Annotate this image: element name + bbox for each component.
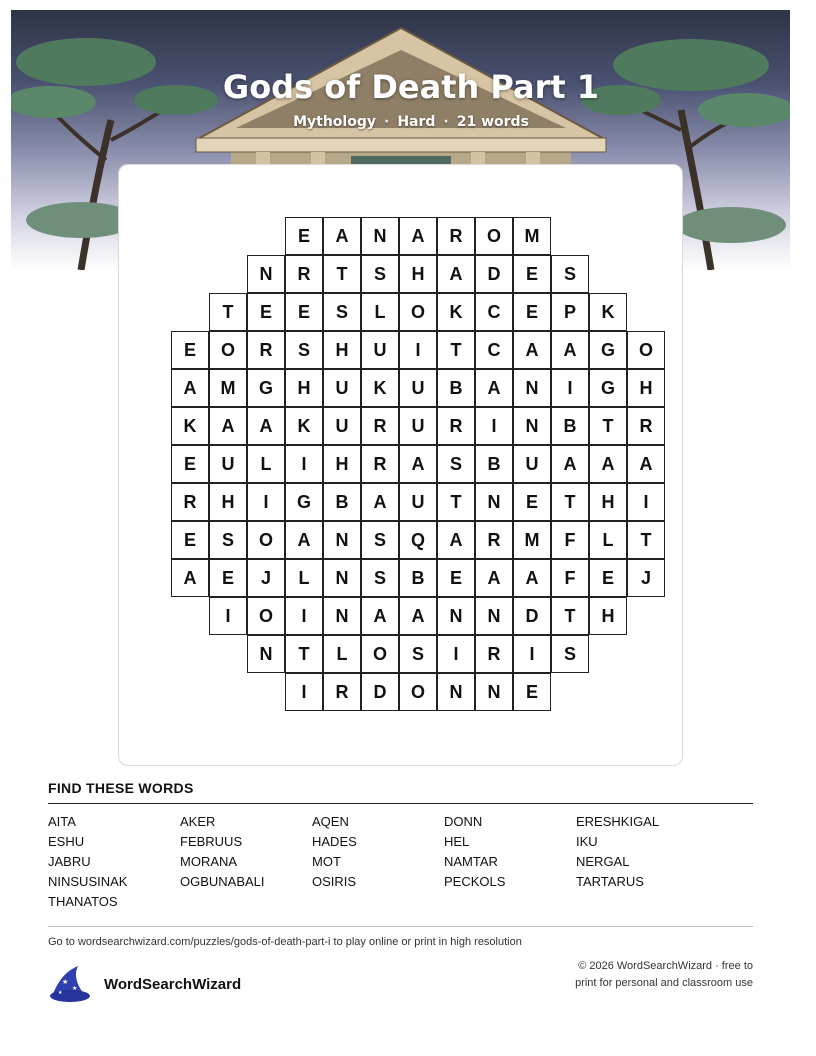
grid-cell[interactable]: O xyxy=(247,521,285,559)
grid-cell[interactable]: A xyxy=(475,369,513,407)
grid-cell[interactable]: H xyxy=(209,483,247,521)
grid-cell[interactable]: E xyxy=(285,217,323,255)
footer-url-text[interactable]: Go to wordsearchwizard.com/puzzles/gods-of-death-part-i to play online or print in high resolution xyxy=(48,936,522,948)
grid-cell[interactable]: G xyxy=(589,331,627,369)
grid-cell[interactable]: C xyxy=(475,293,513,331)
grid-cell[interactable]: H xyxy=(589,597,627,635)
word-item: OSIRIS xyxy=(312,874,357,889)
grid-cell[interactable]: C xyxy=(475,331,513,369)
grid-cell[interactable]: D xyxy=(361,673,399,711)
grid-cell[interactable]: I xyxy=(551,369,589,407)
grid-cell[interactable]: E xyxy=(209,559,247,597)
grid-cell[interactable]: N xyxy=(513,369,551,407)
grid-cell[interactable]: T xyxy=(551,597,589,635)
grid-cell[interactable]: T xyxy=(589,407,627,445)
grid-cell[interactable]: M xyxy=(209,369,247,407)
grid-cell[interactable]: R xyxy=(475,521,513,559)
grid-cell[interactable]: G xyxy=(285,483,323,521)
grid-cell[interactable]: O xyxy=(361,635,399,673)
svg-text:★: ★ xyxy=(58,990,63,996)
meta-separator: · xyxy=(443,114,449,130)
grid-cell[interactable]: S xyxy=(361,521,399,559)
meta-separator: · xyxy=(383,114,390,130)
grid-cell[interactable]: I xyxy=(437,635,475,673)
grid-cell[interactable]: S xyxy=(209,521,247,559)
word-item: NERGAL xyxy=(576,854,630,869)
grid-cell[interactable]: I xyxy=(285,445,323,483)
grid-cell[interactable]: A xyxy=(323,217,361,255)
grid-cell[interactable]: E xyxy=(171,521,209,559)
grid-cell[interactable]: P xyxy=(551,293,589,331)
grid-cell[interactable]: H xyxy=(285,369,323,407)
word-item: IKU xyxy=(576,834,598,849)
grid-cell[interactable]: N xyxy=(475,483,513,521)
brand-name: WordSearchWizard xyxy=(104,975,242,993)
grid-cell[interactable]: K xyxy=(437,293,475,331)
grid-cell[interactable]: B xyxy=(437,369,475,407)
grid-cell[interactable]: I xyxy=(627,483,665,521)
grid-cell[interactable]: O xyxy=(247,597,285,635)
grid-cell[interactable]: I xyxy=(247,483,285,521)
grid-cell[interactable]: A xyxy=(171,369,209,407)
difficulty-label: Hard xyxy=(397,114,436,130)
grid-cell[interactable]: A xyxy=(551,331,589,369)
grid-cell[interactable]: J xyxy=(247,559,285,597)
grid-cell[interactable]: U xyxy=(361,331,399,369)
divider xyxy=(48,803,753,804)
word-item: NINSUSINAK xyxy=(48,874,128,889)
grid-cell[interactable]: E xyxy=(513,673,551,711)
grid-cell[interactable]: S xyxy=(551,635,589,673)
grid-cell[interactable]: A xyxy=(399,597,437,635)
grid-cell[interactable]: O xyxy=(399,293,437,331)
grid-cell[interactable]: K xyxy=(285,407,323,445)
grid-cell[interactable]: S xyxy=(285,331,323,369)
grid-cell[interactable]: I xyxy=(285,673,323,711)
word-item: OGBUNABALI xyxy=(180,874,265,889)
grid-cell[interactable]: G xyxy=(589,369,627,407)
grid-cell[interactable]: M xyxy=(513,217,551,255)
grid-cell[interactable]: N xyxy=(323,597,361,635)
grid-cell[interactable]: K xyxy=(361,369,399,407)
grid-cell[interactable]: U xyxy=(513,445,551,483)
grid-cell[interactable]: L xyxy=(247,445,285,483)
grid-cell[interactable]: J xyxy=(627,559,665,597)
grid-cell[interactable]: D xyxy=(513,597,551,635)
grid-cell[interactable]: B xyxy=(323,483,361,521)
category-label: Mythology xyxy=(293,114,376,130)
grid-cell[interactable]: T xyxy=(437,483,475,521)
grid-cell[interactable]: T xyxy=(627,521,665,559)
grid-cell[interactable]: N xyxy=(323,521,361,559)
grid-cell[interactable]: L xyxy=(323,635,361,673)
grid-cell[interactable]: B xyxy=(551,407,589,445)
grid-cell[interactable]: O xyxy=(209,331,247,369)
grid-cell[interactable]: E xyxy=(513,293,551,331)
copyright-text: © 2026 WordSearchWizard · free to print for personal and classroom use xyxy=(575,960,753,989)
word-item: AKER xyxy=(180,814,216,829)
grid-cell[interactable]: R xyxy=(627,407,665,445)
grid-cell[interactable]: E xyxy=(247,293,285,331)
word-item: TARTARUS xyxy=(576,874,644,889)
grid-cell[interactable]: A xyxy=(171,559,209,597)
puzzle-meta xyxy=(11,114,790,130)
grid-cell[interactable]: A xyxy=(247,407,285,445)
grid-cell[interactable]: T xyxy=(437,331,475,369)
grid-cell[interactable]: R xyxy=(171,483,209,521)
wizard-hat-icon xyxy=(48,964,92,1004)
grid-cell[interactable]: O xyxy=(475,217,513,255)
grid-cell[interactable]: S xyxy=(323,293,361,331)
word-item: JABRU xyxy=(48,854,91,869)
grid-cell[interactable]: T xyxy=(323,255,361,293)
grid-cell[interactable]: I xyxy=(399,331,437,369)
word-item: MORANA xyxy=(180,854,238,869)
grid-cell[interactable]: A xyxy=(209,407,247,445)
grid-cell[interactable]: F xyxy=(551,521,589,559)
grid-cell[interactable]: H xyxy=(323,445,361,483)
word-item: MOT xyxy=(312,854,341,869)
grid-cell[interactable]: A xyxy=(513,331,551,369)
grid-cell[interactable]: I xyxy=(475,407,513,445)
grid-cell[interactable]: T xyxy=(285,635,323,673)
word-count-label: 21 words xyxy=(456,114,529,130)
grid-cell[interactable]: A xyxy=(437,521,475,559)
grid-cell[interactable]: A xyxy=(551,445,589,483)
grid-cell[interactable]: R xyxy=(247,331,285,369)
grid-cell[interactable]: O xyxy=(399,673,437,711)
grid-cell[interactable]: N xyxy=(437,597,475,635)
grid-cell[interactable]: H xyxy=(627,369,665,407)
word-item: NAMTAR xyxy=(444,854,498,869)
grid-cell[interactable]: S xyxy=(361,255,399,293)
grid-cell[interactable]: N xyxy=(437,673,475,711)
grid-cell[interactable]: S xyxy=(361,559,399,597)
grid-cell[interactable]: H xyxy=(399,255,437,293)
brand-logo[interactable] xyxy=(48,964,241,1004)
divider xyxy=(48,926,753,927)
grid-cell[interactable]: E xyxy=(589,559,627,597)
grid-cell[interactable]: B xyxy=(399,559,437,597)
grid-cell[interactable]: L xyxy=(589,521,627,559)
grid-cell[interactable]: E xyxy=(513,483,551,521)
svg-text:★: ★ xyxy=(62,979,69,986)
grid-cell[interactable]: R xyxy=(475,635,513,673)
grid-cell[interactable]: R xyxy=(437,217,475,255)
grid-cell[interactable]: S xyxy=(399,635,437,673)
grid-cell[interactable]: I xyxy=(209,597,247,635)
grid-cell[interactable]: T xyxy=(209,293,247,331)
grid-cell[interactable]: N xyxy=(247,255,285,293)
grid-cell[interactable]: A xyxy=(475,559,513,597)
word-item: HADES xyxy=(312,834,357,849)
grid-cell[interactable]: O xyxy=(627,331,665,369)
grid-cell[interactable]: N xyxy=(247,635,285,673)
grid-cell[interactable]: K xyxy=(589,293,627,331)
grid-cell[interactable]: R xyxy=(437,407,475,445)
word-list-heading: FIND THESE WORDS xyxy=(48,780,194,796)
grid-cell[interactable]: E xyxy=(285,293,323,331)
grid-cell[interactable]: N xyxy=(475,597,513,635)
grid-cell[interactable]: U xyxy=(399,407,437,445)
word-item: AITA xyxy=(48,814,76,829)
grid-cell[interactable]: A xyxy=(513,559,551,597)
word-item: HEL xyxy=(444,834,470,849)
grid-cell[interactable]: S xyxy=(551,255,589,293)
word-list xyxy=(48,813,768,911)
grid-cell[interactable]: N xyxy=(361,217,399,255)
grid-cell[interactable]: L xyxy=(285,559,323,597)
word-item: PECKOLS xyxy=(444,874,506,889)
grid-cell[interactable]: N xyxy=(475,673,513,711)
grid-cell[interactable]: H xyxy=(589,483,627,521)
grid-cell[interactable]: E xyxy=(171,445,209,483)
grid-cell[interactable]: A xyxy=(627,445,665,483)
grid-cell[interactable]: R xyxy=(361,445,399,483)
grid-cell[interactable]: B xyxy=(475,445,513,483)
word-item: THANATOS xyxy=(48,894,118,909)
word-item: DONN xyxy=(444,814,483,829)
grid-cell[interactable]: T xyxy=(551,483,589,521)
grid-cell[interactable]: U xyxy=(323,407,361,445)
word-item: ESHU xyxy=(48,834,85,849)
grid-cell[interactable]: R xyxy=(285,255,323,293)
grid-cell[interactable]: E xyxy=(171,331,209,369)
word-item: ERESHKIGAL xyxy=(576,814,660,829)
grid-cell[interactable]: H xyxy=(323,331,361,369)
word-item: FEBRUUS xyxy=(180,834,243,849)
grid-cell[interactable]: A xyxy=(285,521,323,559)
grid-cell[interactable]: N xyxy=(513,407,551,445)
grid-cell[interactable]: L xyxy=(361,293,399,331)
grid-cell[interactable]: E xyxy=(437,559,475,597)
grid-cell[interactable]: S xyxy=(437,445,475,483)
grid-cell[interactable]: Q xyxy=(399,521,437,559)
grid-cell[interactable]: N xyxy=(323,559,361,597)
grid-cell[interactable]: A xyxy=(399,445,437,483)
grid-cell[interactable]: F xyxy=(551,559,589,597)
page-title: Gods of Death Part 1 xyxy=(222,68,600,106)
grid-cell[interactable]: A xyxy=(399,217,437,255)
grid-cell[interactable]: U xyxy=(399,483,437,521)
grid-cell[interactable]: I xyxy=(513,635,551,673)
puzzle-card xyxy=(118,164,683,766)
grid-cell[interactable]: D xyxy=(475,255,513,293)
grid-cell[interactable]: R xyxy=(361,407,399,445)
grid-cell[interactable]: R xyxy=(323,673,361,711)
grid-cell[interactable]: A xyxy=(361,597,399,635)
grid-cell[interactable]: A xyxy=(361,483,399,521)
grid-cell[interactable]: U xyxy=(399,369,437,407)
grid-cell[interactable]: G xyxy=(247,369,285,407)
grid-cell[interactable]: K xyxy=(171,407,209,445)
grid-cell[interactable]: I xyxy=(285,597,323,635)
grid-cell[interactable]: U xyxy=(323,369,361,407)
svg-text:★: ★ xyxy=(72,986,78,992)
grid-cell[interactable]: E xyxy=(513,255,551,293)
word-item: AQEN xyxy=(312,814,349,829)
grid-cell[interactable]: M xyxy=(513,521,551,559)
grid-cell[interactable]: A xyxy=(589,445,627,483)
grid-cell[interactable]: A xyxy=(437,255,475,293)
grid-cell[interactable]: U xyxy=(209,445,247,483)
